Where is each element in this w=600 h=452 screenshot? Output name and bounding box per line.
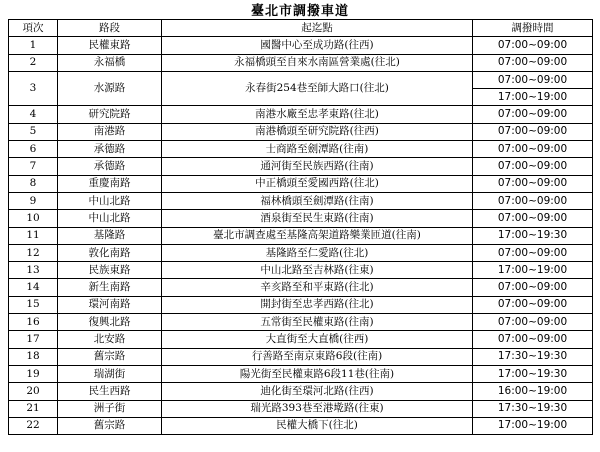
road-name: 南港路 — [58, 123, 162, 140]
table-row — [9, 158, 593, 175]
reversal-time: 07:00~09:00 — [473, 279, 593, 296]
table-row — [9, 106, 593, 123]
row-number: 10 — [9, 210, 58, 227]
reversal-time: 07:00~09:00 — [473, 71, 593, 88]
road-range: 酒泉街至民生東路(往南) — [162, 210, 473, 227]
row-number: 8 — [9, 175, 58, 192]
row-number: 18 — [9, 348, 58, 365]
row-number: 11 — [9, 227, 58, 244]
road-range: 陽光街至民權東路6段11巷(往南) — [162, 365, 473, 382]
road-name: 環河南路 — [58, 296, 162, 313]
page-title: 臺北市調撥車道 — [250, 4, 349, 19]
table-row — [9, 417, 593, 434]
reversal-time: 17:00~19:00 — [473, 262, 593, 279]
road-range: 辛亥路至和平東路(往北) — [162, 279, 473, 296]
table-row — [9, 192, 593, 209]
row-number: 4 — [9, 106, 58, 123]
road-range: 行善路至南京東路6段(往南) — [162, 348, 473, 365]
row-number: 20 — [9, 383, 58, 400]
reversal-time: 17:00~19:00 — [473, 89, 593, 106]
road-range: 開封街至忠孝西路(往北) — [162, 296, 473, 313]
reversal-time: 16:00~19:00 — [473, 383, 593, 400]
table-row — [9, 279, 593, 296]
reversal-time: 07:00~09:00 — [473, 210, 593, 227]
reversal-time: 17:00~19:30 — [473, 227, 593, 244]
reversal-time: 07:00~09:00 — [473, 192, 593, 209]
reversal-time: 07:00~09:00 — [473, 331, 593, 348]
road-range: 瑞光路393巷至港墘路(往東) — [162, 400, 473, 417]
road-name: 水源路 — [58, 71, 162, 106]
row-number: 16 — [9, 314, 58, 331]
table-row — [9, 262, 593, 279]
row-number: 5 — [9, 123, 58, 140]
table-row — [9, 400, 593, 417]
header-no: 項次 — [9, 20, 58, 37]
reversal-time: 07:00~09:00 — [473, 37, 593, 54]
road-name: 基隆路 — [58, 227, 162, 244]
table-row — [9, 141, 593, 158]
table-row — [9, 37, 593, 54]
header-time: 調撥時間 — [473, 20, 593, 37]
row-number: 22 — [9, 417, 58, 434]
road-name: 研究院路 — [58, 106, 162, 123]
row-number: 6 — [9, 141, 58, 158]
road-name: 舊宗路 — [58, 348, 162, 365]
row-number: 1 — [9, 37, 58, 54]
road-range: 永春街254巷至師大路口(往北) — [162, 71, 473, 106]
road-range: 迪化街至環河北路(往西) — [162, 383, 473, 400]
reversal-time: 17:00~19:30 — [473, 365, 593, 382]
row-number: 2 — [9, 54, 58, 71]
row-number: 13 — [9, 262, 58, 279]
table-row — [9, 383, 593, 400]
reversal-time: 07:00~09:00 — [473, 175, 593, 192]
table-row — [9, 296, 593, 313]
reversal-time: 07:00~09:00 — [473, 158, 593, 175]
road-name: 敦化南路 — [58, 244, 162, 261]
road-range: 大直街至大直橋(往西) — [162, 331, 473, 348]
road-range: 民權大橋下(往北) — [162, 417, 473, 434]
road-name: 新生南路 — [58, 279, 162, 296]
row-number: 3 — [9, 71, 58, 106]
road-range: 基隆路至仁愛路(往北) — [162, 244, 473, 261]
road-range: 臺北市調查處至基隆高架道路樂業匝道(往南) — [162, 227, 473, 244]
road-range: 永福橋頭至自來水南區營業處(往北) — [162, 54, 473, 71]
road-name: 民族東路 — [58, 262, 162, 279]
table-row — [9, 244, 593, 261]
reversible-lane-table — [8, 19, 593, 435]
road-name: 北安路 — [58, 331, 162, 348]
road-name: 永福橋 — [58, 54, 162, 71]
road-range: 通河街至民族西路(往南) — [162, 158, 473, 175]
table-row — [9, 314, 593, 331]
road-name: 重慶南路 — [58, 175, 162, 192]
row-number: 17 — [9, 331, 58, 348]
road-range: 五常街至民權東路(往南) — [162, 314, 473, 331]
table-row — [9, 210, 593, 227]
reversal-time: 07:00~09:00 — [473, 244, 593, 261]
reversal-time: 07:00~09:00 — [473, 314, 593, 331]
row-number: 9 — [9, 192, 58, 209]
road-name: 舊宗路 — [58, 417, 162, 434]
road-name: 中山北路 — [58, 192, 162, 209]
reversal-time: 07:00~09:00 — [473, 54, 593, 71]
road-name: 洲子街 — [58, 400, 162, 417]
road-name: 承德路 — [58, 158, 162, 175]
table-row — [9, 175, 593, 192]
reversal-time: 07:00~09:00 — [473, 141, 593, 158]
reversal-time: 07:00~09:00 — [473, 296, 593, 313]
row-number: 12 — [9, 244, 58, 261]
row-number: 7 — [9, 158, 58, 175]
header-range: 起迄點 — [162, 20, 473, 37]
header-row — [9, 20, 593, 37]
table-row — [9, 71, 593, 88]
road-range: 中山北路至吉林路(往東) — [162, 262, 473, 279]
road-name: 承德路 — [58, 141, 162, 158]
row-number: 19 — [9, 365, 58, 382]
table-row — [9, 227, 593, 244]
reversal-time: 07:00~09:00 — [473, 106, 593, 123]
road-name: 民生西路 — [58, 383, 162, 400]
table-body — [9, 37, 593, 435]
table-row — [9, 365, 593, 382]
row-number: 15 — [9, 296, 58, 313]
road-name: 瑞湖街 — [58, 365, 162, 382]
road-name: 中山北路 — [58, 210, 162, 227]
reversal-time: 17:00~19:00 — [473, 417, 593, 434]
header-road: 路段 — [58, 20, 162, 37]
road-range: 南港水廠至忠孝東路(往北) — [162, 106, 473, 123]
road-range: 福林橋頭至劍潭路(往南) — [162, 192, 473, 209]
reversal-time: 07:00~09:00 — [473, 123, 593, 140]
road-range: 士商路至劍潭路(往南) — [162, 141, 473, 158]
road-range: 南港橋頭至研究院路(往西) — [162, 123, 473, 140]
reversal-time: 17:30~19:30 — [473, 400, 593, 417]
road-name: 復興北路 — [58, 314, 162, 331]
table-row — [9, 348, 593, 365]
table-row — [9, 54, 593, 71]
table-row — [9, 331, 593, 348]
road-name: 民權東路 — [58, 37, 162, 54]
row-number: 21 — [9, 400, 58, 417]
reversal-time: 17:30~19:30 — [473, 348, 593, 365]
road-range: 中正橋頭至愛國西路(往北) — [162, 175, 473, 192]
road-range: 國醫中心至成功路(往西) — [162, 37, 473, 54]
table-row — [9, 123, 593, 140]
table-header — [9, 20, 593, 37]
row-number: 14 — [9, 279, 58, 296]
